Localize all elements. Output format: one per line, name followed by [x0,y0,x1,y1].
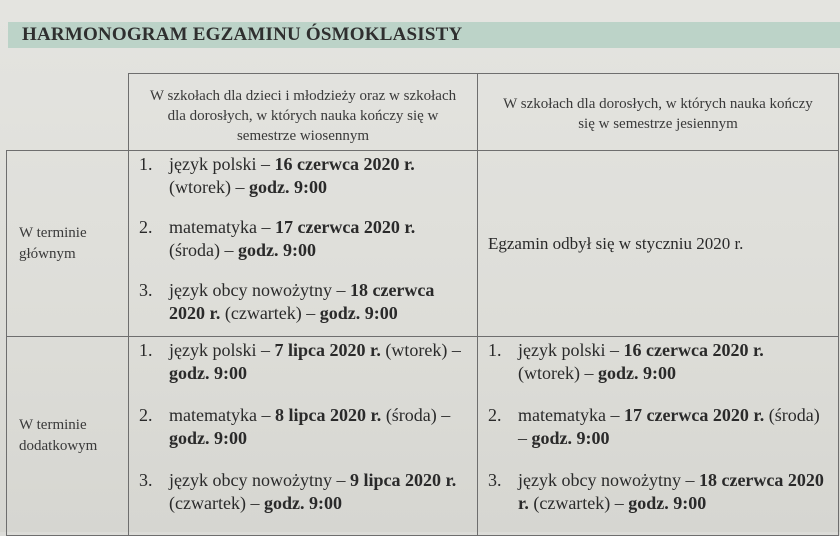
column-header-2 [478,74,839,151]
list-item [139,404,469,450]
item-day: (wtorek) – [518,363,598,383]
item-day: (środa) – [381,405,451,425]
item-day: (środa) – [169,240,238,260]
item-time: godz. 9:00 [628,493,707,513]
title-bar [8,22,840,48]
item-day: (czwartek) – [169,493,264,513]
table-row-extra [7,337,839,536]
row-label-main: W terminie głównym [19,224,87,262]
item-subject: język polski – [169,154,275,174]
item-subject: język polski – [518,340,624,360]
item-number: 1. [139,154,153,174]
item-time: godz. 9:00 [169,363,247,383]
item-number: 3. [488,470,502,490]
item-time: godz. 9:00 [531,428,610,448]
item-date: 16 czerwca 2020 r. [274,154,415,174]
row-label-extra: W terminie dodatkowym [19,417,98,454]
item-time: godz. 9:00 [237,240,316,260]
extra-col2-cell [478,337,839,536]
page-title: HARMONOGRAM EGZAMINU ÓSMOKLASISTY [22,24,463,45]
item-date: 17 czerwca 2020 r. [623,405,765,425]
column-header-2-text: W szkołach dla dorosłych, w których nauka kończy się w semestrze jesiennym [503,96,813,132]
item-date: 7 lipca 2020 r. [274,340,381,360]
table-row-main [7,151,839,337]
item-subject: matematyka – [169,405,275,425]
list-item [139,216,469,262]
extra-col1-cell [129,337,478,536]
item-time: godz. 9:00 [319,303,398,323]
item-number: 2. [488,405,502,425]
item-time: godz. 9:00 [248,177,327,197]
main-col2-cell [478,151,839,337]
item-day: (środa) – [518,405,820,448]
item-day: (wtorek) – [169,177,249,197]
item-date: 16 czerwca 2020 r. [623,340,764,360]
item-subject: matematyka – [518,405,624,425]
item-date: 18 czerwca 2020 r. [169,280,435,323]
exam-held-note: Egzamin odbył się w styczniu 2020 r. [488,233,744,253]
header-row [7,74,839,151]
item-date: 9 lipca 2020 r. [349,470,457,490]
row-label-cell-extra [7,337,129,536]
item-number: 1. [488,340,502,360]
item-subject: matematyka – [169,217,275,237]
list-item [139,469,469,515]
column-header-1 [129,74,478,151]
item-date: 17 czerwca 2020 r. [274,217,416,237]
item-day: (wtorek) – [380,340,461,360]
item-subject: język obcy nowożytny – [169,470,350,490]
item-number: 2. [139,217,153,237]
list-item [139,279,469,325]
item-date: 8 lipca 2020 r. [274,405,382,425]
item-time: godz. 9:00 [597,363,676,383]
item-subject: język polski – [169,340,275,360]
item-number: 3. [139,280,153,300]
item-number: 1. [139,340,153,360]
list-item [488,404,830,450]
list-item [139,153,469,199]
list-item [488,469,830,515]
list-item [488,339,830,385]
item-number: 2. [139,405,153,425]
corner-cell [7,74,129,151]
item-subject: język obcy nowożytny – [169,280,350,300]
item-time: godz. 9:00 [169,428,247,448]
item-number: 3. [139,470,153,490]
schedule-table [6,73,839,536]
item-day: (czwartek) – [220,303,320,323]
item-subject: język obcy nowożytny – [518,470,699,490]
row-label-cell-main [7,151,129,337]
main-col1-cell [129,151,478,337]
item-day: (czwartek) – [528,493,629,513]
list-item [139,339,469,385]
item-time: godz. 9:00 [263,493,342,513]
item-date: 18 czerwca 2020 r. [518,470,824,513]
column-header-1-text: W szkołach dla dzieci i młodzieży oraz w szkołach dla dorosłych, w których nauka kończy się w semestrze wiosennym [149,88,457,144]
